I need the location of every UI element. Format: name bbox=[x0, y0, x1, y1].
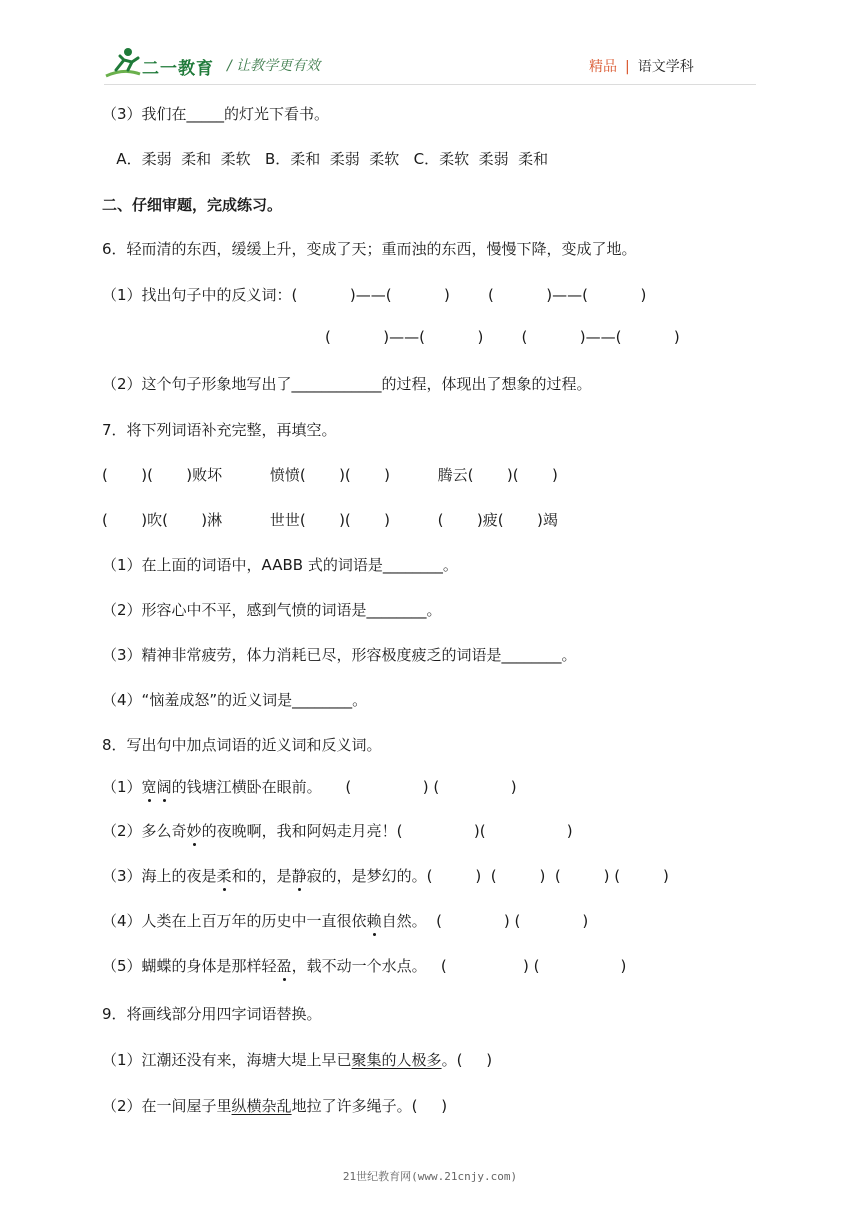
dotted-char: 妙 bbox=[186, 822, 202, 840]
q8-2: （2）多么奇妙的夜晚啊，我和阿妈走月亮！( )( ) bbox=[102, 822, 573, 840]
q9-2: （2）在一间屋子里纵横杂乱地拉了许多绳子。( ) bbox=[102, 1097, 448, 1115]
q8-stem: 8．写出句中加点词语的近义词和反义词。 bbox=[102, 736, 382, 754]
tag-premium: 精品 bbox=[589, 59, 617, 75]
dotted-char: 宽 bbox=[141, 778, 157, 796]
brand-name: 二一教育 bbox=[142, 59, 214, 79]
dotted-char: 静 bbox=[291, 867, 307, 885]
q8-4: （4）人类在上百万年的历史中一直很依赖自然。 ( ) ( ) bbox=[102, 912, 589, 930]
q7-words-row2: ( )吹( )淋 世世( )( ) ( )疲( )竭 bbox=[102, 511, 558, 529]
q6-2: （2）这个句子形象地写出了____________的过程，体现出了想象的过程。 bbox=[102, 375, 592, 393]
q7-1: （1）在上面的词语中，AABB 式的词语是________。 bbox=[102, 556, 458, 574]
q6-stem: 6．轻而清的东西，缓缓上升，变成了天；重而浊的东西，慢慢下降，变成了地。 bbox=[102, 240, 637, 258]
tag-separator: | bbox=[625, 59, 630, 75]
q7-words-row1: ( )( )败坏 愤愤( )( ) 腾云( )( ) bbox=[102, 466, 558, 484]
brand-slogan: / 让教学更有效 bbox=[227, 58, 321, 74]
dotted-char: 赖 bbox=[366, 912, 382, 930]
q6-1: （1）找出句子中的反义词：( )——( ) ( )——( ) bbox=[102, 286, 647, 304]
underlined-phrase: 聚集的人极多 bbox=[351, 1051, 442, 1069]
q6-1-cont: ( )——( ) ( )——( ) bbox=[325, 328, 680, 346]
q7-4: （4）“恼羞成怒”的近义词是________。 bbox=[102, 691, 368, 709]
page-footer: 21世纪教育网(www.21cnjy.com) bbox=[342, 1170, 518, 1183]
q8-1: （1）宽阔的钱塘江横卧在眼前。 ( ) ( ) bbox=[102, 778, 517, 796]
q8-5: （5）蝴蝶的身体是那样轻盈，载不动一个水点。 ( ) ( ) bbox=[102, 957, 627, 975]
dotted-char: 柔 bbox=[216, 867, 232, 885]
q9-1: （1）江潮还没有来，海塘大堤上早已聚集的人极多。( ) bbox=[102, 1051, 493, 1069]
tag-subject: 语文学科 bbox=[637, 59, 694, 75]
q7-stem: 7．将下列词语补充完整，再填空。 bbox=[102, 421, 337, 439]
q5-3-stem: （3）我们在_____的灯光下看书。 bbox=[102, 105, 330, 123]
q7-2: （2）形容心中不平，感到气愤的词语是________。 bbox=[102, 601, 442, 619]
header-tags bbox=[589, 56, 694, 76]
dotted-char: 盈 bbox=[276, 957, 292, 975]
underlined-phrase: 纵横杂乱 bbox=[231, 1097, 292, 1115]
q8-3: （3）海上的夜是柔和的，是静寂的，是梦幻的。( ) ( ) ( ) ( ) bbox=[102, 867, 669, 885]
q7-3: （3）精神非常疲劳，体力消耗已尽，形容极度疲乏的词语是________。 bbox=[102, 646, 577, 664]
dotted-char: 阔 bbox=[156, 778, 172, 796]
header-divider bbox=[104, 84, 756, 85]
section-heading: 二、仔细审题，完成练习。 bbox=[102, 196, 283, 214]
q9-stem: 9．将画线部分用四字词语替换。 bbox=[102, 1005, 322, 1023]
q5-3-options: A．柔弱 柔和 柔软 B．柔和 柔弱 柔软 C．柔软 柔弱 柔和 bbox=[102, 150, 549, 168]
